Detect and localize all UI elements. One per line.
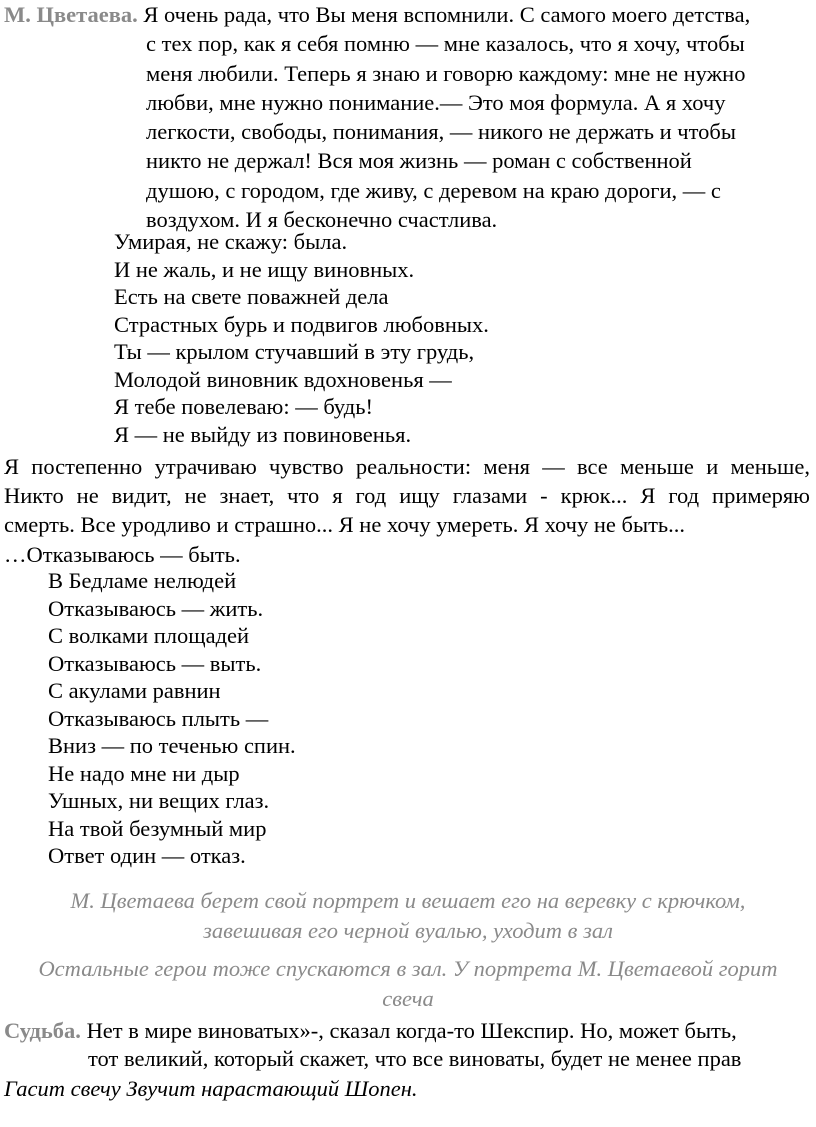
prose-line: Я постепенно утрачиваю чувство реальности: меня — все меньше и меньше, (4, 454, 810, 479)
poem-line: На твой безумный мир (48, 815, 267, 841)
speech-continuation (4, 29, 810, 234)
speech-line: легкости, свободы, понимания, — никого не держать и чтобы (146, 119, 736, 145)
poem-line: Вниз — по теченью спин. (48, 733, 296, 758)
speech-line: любви, мне нужно понимание.— Это моя формула. А я хочу (146, 89, 726, 115)
fate-speech (4, 1017, 806, 1074)
poem-line: С волками площадей (48, 623, 250, 648)
poem-line: Отказываюсь — выть. (48, 650, 262, 676)
prose-paragraph (4, 452, 810, 569)
speaker-fate: Судьба. (4, 1018, 81, 1043)
poem-line: В Бедламе нелюдей (48, 568, 237, 593)
stage-direction-line: Остальные герои тоже спускаются в зал. У портрета М. Цветаевой горит (38, 956, 778, 981)
poem-line: Ответ один — отказ. (48, 843, 246, 868)
prose-line: Никто не видит, не знает, что я год ищу глазами - крюк... Я год примеряю (4, 483, 810, 509)
fate-first-line (4, 1017, 806, 1045)
speech-line: душою, с городом, где живу, с деревом на краю дороги, — с (146, 177, 721, 203)
poem-two (48, 567, 296, 870)
poem-line: Молодой виновник вдохновенья — (114, 366, 452, 392)
poem-line: Отказываюсь — жить. (48, 595, 264, 621)
speech-line: меня любили. Теперь я знаю и говорю каждому: мне не нужно (146, 60, 746, 86)
poem-line: Страстных бурь и подвигов любовных. (114, 311, 489, 337)
poem-line: Не надо мне ни дыр (48, 760, 240, 786)
stage-direction (0, 954, 816, 1014)
poem-line: Есть на свете поважней дела (114, 284, 389, 309)
speech-line: тот великий, который скажет, что все виноваты, будет не менее прав (88, 1046, 742, 1072)
poem-line: Я — не выйду из повиновенья. (114, 421, 412, 447)
poem-line: Отказываюсь плыть — (48, 705, 269, 731)
prose-line: смерть. Все уродливо и страшно... Я не хочу умереть. Я хочу не быть... (4, 512, 686, 538)
stage-direction-line: завешивая его черной вуалью, уходит в зал (203, 918, 613, 943)
prose-line: …Отказываюсь — быть. (4, 541, 241, 567)
tsvetaeva-speech (4, 0, 810, 234)
speech-line: Нет в мире виноватых»-, сказал когда-то Шекспир. Но, может быть, (86, 1018, 737, 1043)
speech-line: с тех пор, как я себя помню — мне казалось, что я хочу, чтобы (146, 31, 745, 57)
poem-line: Умирая, не скажу: была. (114, 229, 348, 254)
poem-line: С акулами равнин (48, 678, 221, 703)
poem-line: Ты — крылом стучавший в эту грудь, (114, 339, 475, 364)
poem-line: И не жаль, и не ищу виновных. (114, 256, 415, 282)
stage-direction-line: свеча (382, 986, 434, 1011)
poem-line: Ушных, ни вещих глаз. (48, 788, 270, 813)
speech-line: воздухом. И я бесконечно счастлива. (146, 207, 498, 233)
speech-line: никто не держал! Вся моя жизнь — роман с собственной (146, 148, 692, 174)
stage-direction (0, 886, 816, 946)
speech-first-line (4, 0, 810, 29)
poem-one (114, 228, 489, 448)
final-stage-direction: Гасит свечу Звучит нарастающий Шопен. (4, 1076, 418, 1101)
speech-line: Я очень рада, что Вы меня вспомнили. С самого моего детства, (143, 2, 751, 27)
stage-direction-line: М. Цветаева берет свой портрет и вешает его на веревку с крючком, (70, 888, 746, 913)
poem-line: Я тебе повелеваю: — будь! (114, 394, 373, 419)
speaker-tsvetaeva: М. Цветаева. (4, 2, 138, 27)
